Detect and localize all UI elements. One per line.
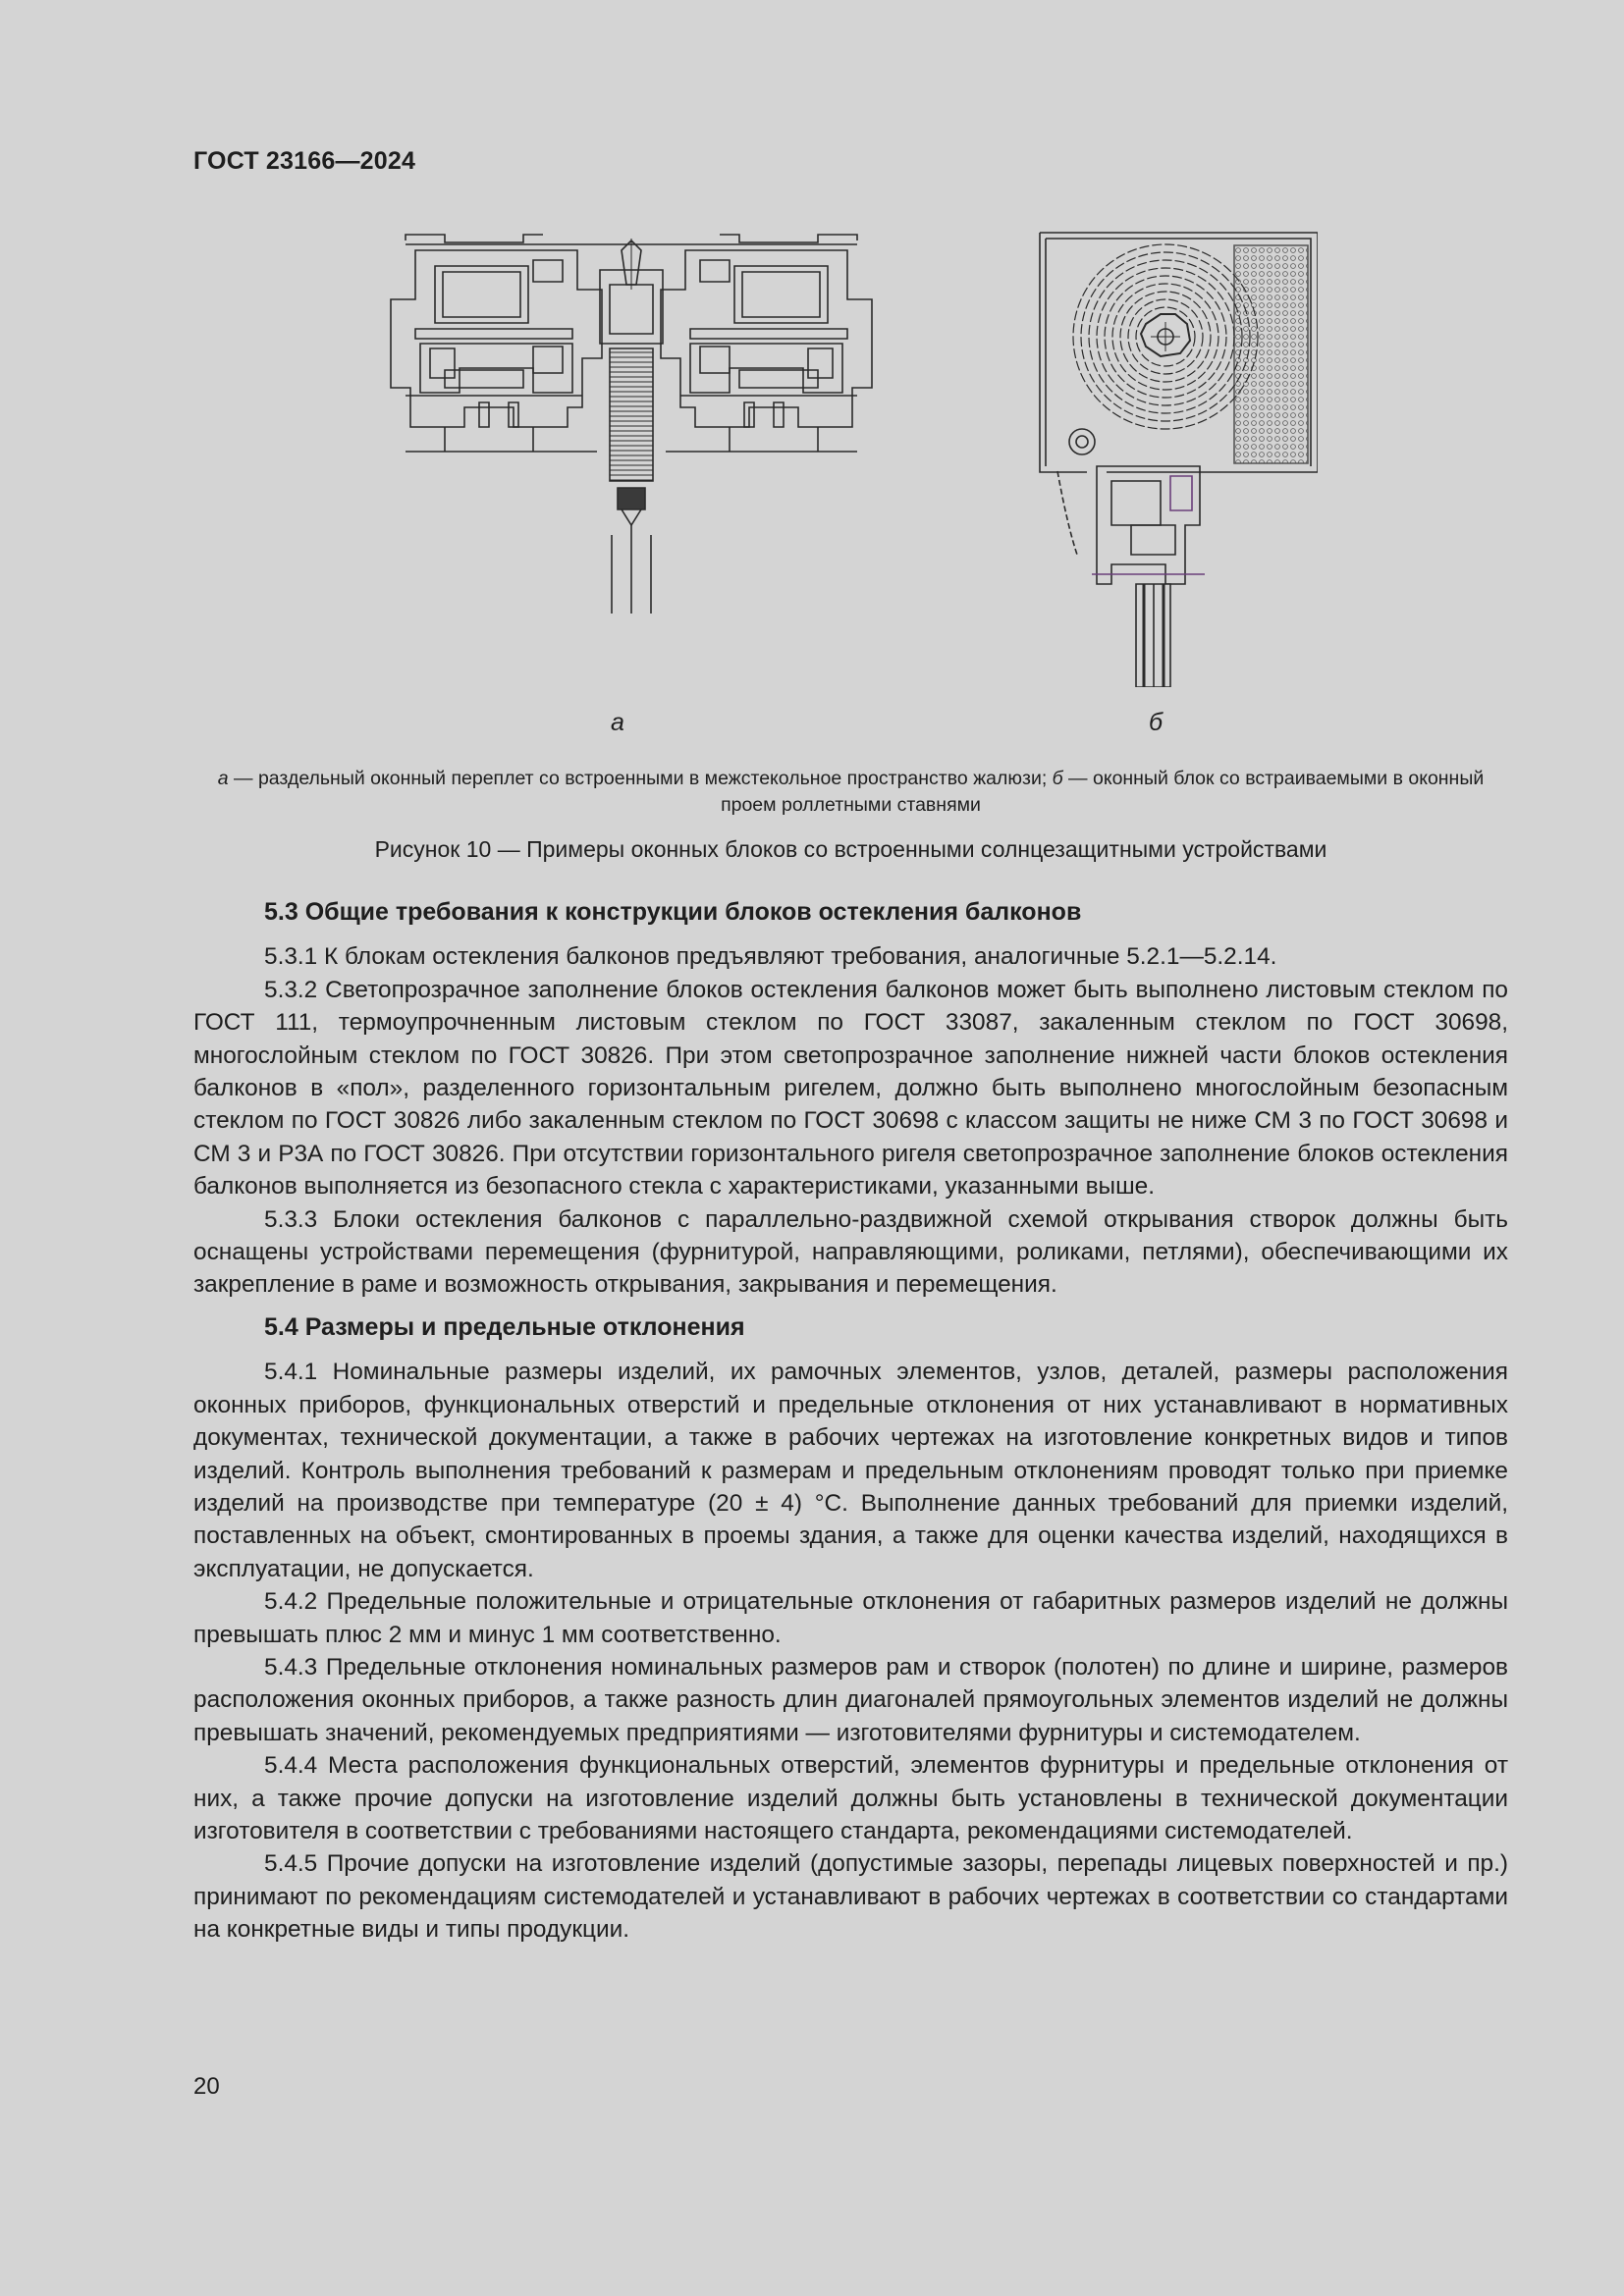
figure-legend [193,766,1508,819]
figure-a-drawing [386,231,877,614]
section-5-3-title: 5.3 Общие требования к конструкции блоков остекления балконов [264,898,1082,926]
section-5-4-title: 5.4 Размеры и предельные отклонения [264,1312,745,1341]
legend-b-key: б [1052,768,1063,789]
paragraph-5-4-4: 5.4.4 Места расположения функциональных отверстий, элементов фурнитуры и предельные отклонения от них, а также прочие допуски на изготовление изделий должны быть установлены в технической документации изготовителя в соответствии с требованиями настоящего стандарта, рекомендациями системодателей. [193,1752,1508,1844]
body-text [193,896,1508,1947]
paragraph-5-3-2: 5.3.2 Светопрозрачное заполнение блоков остекления балконов может быть выполнено листовым стеклом по ГОСТ 111, термоупрочненным листовым стеклом по ГОСТ 33087, закаленным стеклом по ГОСТ 30698, многослойным стеклом по ГОСТ 30826. При этом светопрозрачное заполнение нижней части блоков остекления балконов в «пол», разделенного горизонтальным ригелем, должно быть выполнено многослойным безопасным стеклом по ГОСТ 30826 либо закаленным стеклом по ГОСТ 30698 с классом защиты не ниже СМ 3 по ГОСТ 30698 и СМ 3 и Р3А по ГОСТ 30826. При отсутствии горизонтального ригеля светопрозрачное заполнение блоков остекления балконов выполняется из безопасного стекла с характеристиками, указанными выше. [193,976,1508,1201]
paragraph-5-3-1: 5.3.1 К блокам остекления балконов предъявляют требования, аналогичные 5.2.1—5.2.14. [264,943,1277,971]
page-number: 20 [193,2073,220,2100]
paragraph-5-4-1: 5.4.1 Номинальные размеры изделий, их рамочных элементов, узлов, деталей, размеры расположения оконных приборов, функциональных отверстий и предельные отклонения от них устанавливают в нормативных документах, технической документации, а также в рабочих чертежах на изготовление конкретных видов и типов изделий. Контроль выполнения требований к размерам и предельным отклонениям проводят только при приемке изделий на производстве при температуре (20 ± 4) °С. Выполнение данных требований для приемки изделий, поставленных на объект, смонтированных в проемы здания, а также для оценки качества изделий, находящихся в эксплуатации, не допускается. [193,1359,1508,1582]
figure-a-label: а [611,709,624,736]
legend-b-text: — оконный блок со встраиваемыми в оконный проем роллетными ставнями [721,768,1485,816]
document-header: ГОСТ 23166—2024 [193,147,416,175]
paragraph-5-4-3: 5.4.3 Предельные отклонения номинальных размеров рам и створок (полотен) по длине и ширине, размеров расположения оконных приборов, а также разность длин диагоналей прямоугольных элементов изделий не должны превышать значений, рекомендуемых предприятиями — изготовителями фурнитуры и системодателем. [193,1653,1508,1746]
legend-a-key: а [217,768,229,789]
paragraph-5-4-5: 5.4.5 Прочие допуски на изготовление изделий (допустимые зазоры, перепады лицевых поверхностей и пр.) принимают по рекомендациям системодателей и устанавливают в рабочих чертежах в соответствии со стандартами на конкретные виды и типы продукции. [193,1850,1508,1944]
figure-b-drawing [1038,231,1318,687]
figure-10 [373,224,1335,695]
figure-caption: Рисунок 10 — Примеры оконных блоков со встроенными солнцезащитными устройствами [374,836,1327,862]
figure-b-label: б [1149,709,1164,736]
paragraph-5-3-3: 5.3.3 Блоки остекления балконов с параллельно-раздвижной схемой открывания створок должны быть оснащены устройствами перемещения (фурнитурой, направляющими, роликами, петлями), обеспечивающими их закрепление в раме и возможность открывания, закрывания и перемещения. [193,1205,1508,1299]
paragraph-5-4-2: 5.4.2 Предельные положительные и отрицательные отклонения от габаритных размеров изделий не должны превышать плюс 2 мм и минус 1 мм соответственно. [193,1588,1508,1648]
legend-a-text: — раздельный оконный переплет со встроенными в межстекольное пространство жалюзи; [228,768,1053,789]
